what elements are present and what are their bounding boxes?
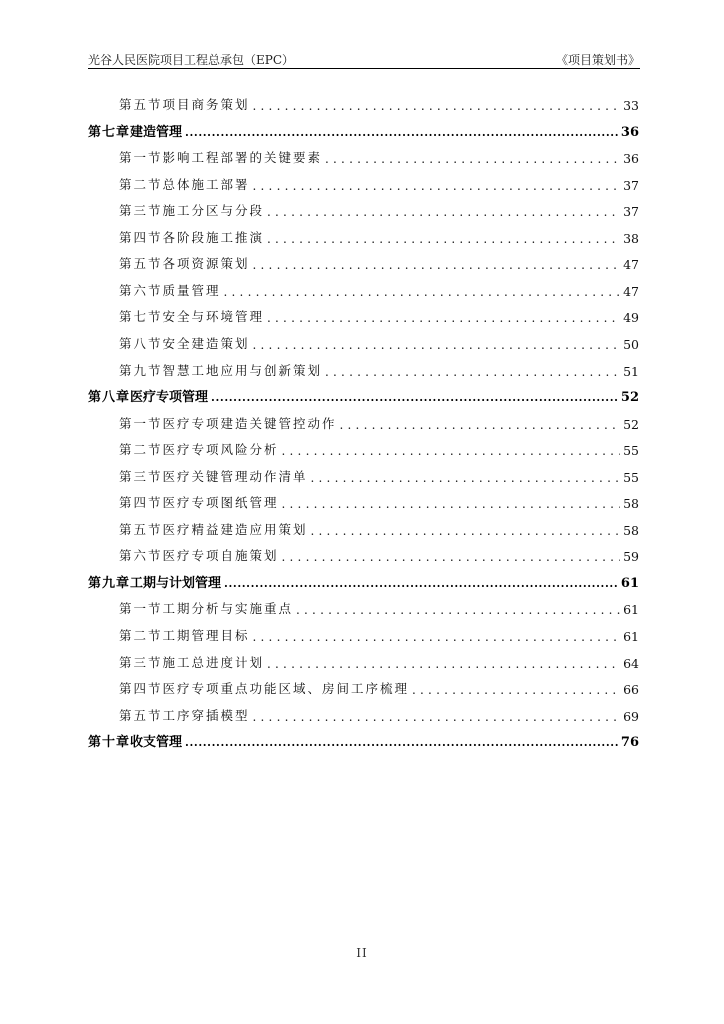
toc-entry-number: 第一节 [119, 415, 163, 431]
toc-section-entry[interactable] [119, 226, 639, 246]
toc-entry-number: 第七节 [119, 309, 163, 325]
toc-entry-page: 47 [623, 283, 639, 299]
toc-entry-number: 第五节 [119, 97, 163, 112]
toc-dot-leader [325, 151, 620, 166]
toc-entry-title: 建造管理 [130, 124, 183, 140]
toc-entry-number: 第六节 [119, 548, 163, 564]
toc-chapter-entry[interactable] [88, 385, 639, 405]
toc-entry-number: 第四节 [119, 495, 163, 511]
toc-dot-leader [282, 496, 621, 511]
toc-entry-page: 52 [620, 390, 639, 406]
toc-entry-title: 医疗精益建造应用策划 [162, 521, 308, 537]
toc-section-entry[interactable] [119, 544, 639, 564]
toc-entry-page: 37 [623, 204, 639, 220]
toc-entry-number: 第七章 [88, 124, 131, 140]
toc-dot-leader [224, 284, 621, 299]
page-number: II [356, 946, 368, 960]
toc-entry-title: 各阶段施工推演 [162, 229, 265, 245]
toc-entry-page: 76 [620, 735, 639, 751]
toc-entry-number: 第四节 [119, 681, 163, 697]
toc-entry-page: 59 [623, 549, 639, 565]
toc-dot-leader [267, 656, 620, 671]
toc-entry-page: 64 [623, 655, 639, 671]
toc-section-entry[interactable] [119, 279, 639, 299]
toc-entry-number: 第九章 [88, 575, 131, 591]
toc-entry-page: 66 [623, 682, 639, 698]
toc-dot-leader [296, 602, 620, 617]
toc-dot-leader [267, 204, 620, 219]
toc-entry-title: 施工总进度计划 [162, 654, 265, 670]
toc-entry-page: 61 [623, 629, 639, 644]
toc-entry-title: 总体施工部署 [162, 176, 250, 192]
toc-chapter-entry[interactable] [88, 730, 639, 750]
toc-entry-page: 69 [623, 708, 639, 724]
toc-entry-page: 58 [623, 522, 639, 538]
toc-entry-title: 医疗专项风险分析 [162, 442, 279, 458]
header-divider [88, 68, 640, 69]
toc-section-entry[interactable] [119, 491, 639, 511]
toc-entry-title: 安全与环境管理 [162, 309, 265, 325]
toc-section-entry[interactable] [119, 93, 639, 113]
toc-entry-page: 33 [623, 98, 639, 113]
header-project-name: 光谷人民医院项目工程总承包（EPC） [88, 53, 295, 67]
toc-entry-number: 第四节 [119, 229, 163, 245]
toc-entry-title: 工序穿插模型 [162, 707, 250, 723]
toc-section-entry[interactable] [119, 252, 639, 272]
toc-entry-number: 第九节 [119, 362, 163, 378]
toc-entry-page: 55 [623, 443, 639, 459]
toc-dot-leader [282, 549, 621, 564]
toc-section-entry[interactable] [119, 359, 639, 379]
toc-dot-leader [282, 443, 621, 458]
toc-section-entry[interactable] [119, 332, 639, 352]
header-document-title: 《项目策划书》 [555, 53, 640, 67]
toc-chapter-entry[interactable] [88, 120, 639, 140]
toc-entry-number: 第五节 [119, 707, 163, 723]
toc-entry-page: 61 [623, 602, 639, 618]
toc-section-entry[interactable] [119, 651, 639, 671]
toc-section-entry[interactable] [119, 173, 639, 193]
toc-section-entry[interactable] [119, 438, 639, 458]
toc-entry-title: 施工分区与分段 [162, 203, 265, 219]
toc-dot-leader [253, 178, 621, 193]
toc-entry-title: 工期分析与实施重点 [162, 601, 294, 617]
toc-dot-leader [267, 231, 620, 246]
toc-entry-title: 质量管理 [162, 282, 221, 298]
toc-entry-page: 49 [623, 310, 639, 326]
toc-section-entry[interactable] [119, 518, 639, 538]
toc-entry-page: 50 [623, 336, 639, 352]
toc-entry-page: 51 [623, 363, 639, 379]
toc-entry-number: 第二节 [119, 628, 163, 643]
toc-entry-title: 工期管理目标 [162, 628, 250, 643]
toc-entry-number: 第六节 [119, 282, 163, 298]
toc-dot-leader [211, 390, 618, 405]
toc-entry-title: 医疗专项自施策划 [162, 548, 279, 564]
toc-dot-leader [311, 523, 621, 538]
toc-entry-number: 第五节 [119, 521, 163, 537]
toc-entry-number: 第二节 [119, 176, 163, 192]
toc-dot-leader [185, 125, 618, 140]
toc-section-entry[interactable] [119, 597, 639, 617]
toc-entry-title: 智慧工地应用与创新策划 [162, 362, 323, 378]
toc-entry-title: 安全建造策划 [162, 335, 250, 351]
toc-entry-number: 第八节 [119, 335, 163, 351]
toc-section-entry[interactable] [119, 677, 639, 697]
toc-dot-leader [325, 364, 620, 379]
toc-entry-title: 项目商务策划 [162, 97, 250, 112]
toc-dot-leader [253, 629, 621, 644]
toc-entry-page: 47 [623, 257, 639, 273]
toc-dot-leader [340, 417, 621, 432]
toc-entry-page: 36 [620, 124, 639, 140]
toc-section-entry[interactable] [119, 704, 639, 724]
toc-entry-page: 38 [623, 230, 639, 246]
toc-entry-page: 37 [623, 177, 639, 193]
toc-dot-leader [267, 310, 620, 325]
toc-entry-number: 第二节 [119, 442, 163, 458]
toc-entry-page: 36 [623, 151, 639, 167]
toc-entry-page: 52 [623, 416, 639, 432]
toc-entry-number: 第三节 [119, 654, 163, 670]
toc-entry-number: 第一节 [119, 150, 163, 166]
toc-section-entry[interactable] [119, 146, 639, 166]
toc-dot-leader [253, 337, 621, 352]
toc-entry-title: 影响工程部署的关键要素 [162, 150, 323, 166]
toc-entry-title: 各项资源策划 [162, 256, 250, 272]
toc-section-entry[interactable] [119, 412, 639, 432]
toc-entry-number: 第三节 [119, 203, 163, 219]
toc-entry-title: 医疗专项图纸管理 [162, 495, 279, 511]
toc-dot-leader [311, 470, 621, 485]
toc-section-entry[interactable] [119, 465, 639, 485]
toc-section-entry[interactable] [119, 199, 639, 219]
toc-dot-leader [253, 98, 621, 113]
toc-entry-page: 61 [620, 575, 639, 591]
toc-section-entry[interactable] [119, 305, 639, 325]
toc-entry-title: 收支管理 [130, 735, 183, 751]
toc-dot-leader [253, 257, 621, 272]
toc-dot-leader [185, 735, 618, 750]
toc-entry-number: 第一节 [119, 601, 163, 617]
toc-entry-number: 第十章 [88, 735, 131, 751]
toc-entry-title: 医疗专项管理 [130, 390, 209, 406]
toc-entry-page: 55 [623, 469, 639, 485]
toc-dot-leader [224, 576, 618, 591]
toc-entry-number: 第三节 [119, 468, 163, 484]
toc-entry-number: 第八章 [88, 390, 131, 406]
toc-entry-title: 医疗关键管理动作清单 [162, 468, 308, 484]
toc-entry-title: 工期与计划管理 [130, 575, 222, 591]
toc-entry-title: 医疗专项重点功能区域、房间工序梳理 [162, 681, 410, 697]
toc-chapter-entry[interactable] [88, 571, 639, 591]
toc-section-entry[interactable] [119, 624, 639, 644]
toc-entry-page: 58 [623, 496, 639, 512]
toc-dot-leader [253, 709, 621, 724]
toc-dot-leader [412, 682, 620, 697]
toc-entry-number: 第五节 [119, 256, 163, 272]
toc-entry-title: 医疗专项建造关键管控动作 [162, 415, 337, 431]
page-header [88, 48, 640, 68]
